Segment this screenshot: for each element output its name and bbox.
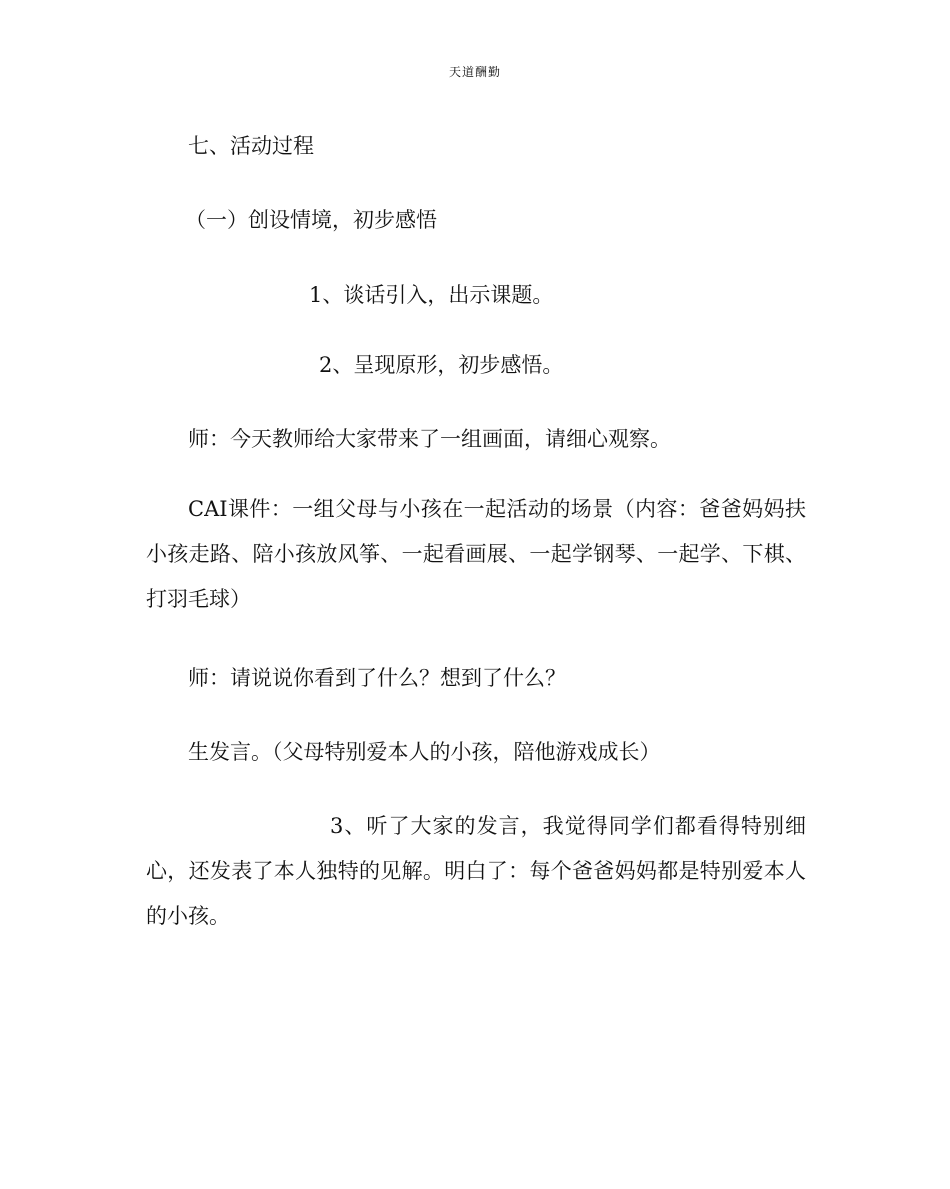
teacher-line-2: 师：请说说你看到了什么？想到了什么？ xyxy=(188,666,566,690)
section-title: 七、活动过程 xyxy=(188,134,314,158)
teacher-line-1: 师：今天教师给大家带来了一组画面，请细心观察。 xyxy=(188,427,671,451)
page-header: 天道酬勤 xyxy=(448,65,501,79)
cai-paragraph: CAI课件：一组父母与小孩在一起活动的场景（内容：爸爸妈妈扶小孩走路、陪小孩放风筝、一起看画展、一起学钢琴、一起学、下棋、打羽毛球） xyxy=(146,497,806,611)
student-line: 生发言。（父母特别爱本人的小孩，陪他游戏成长） xyxy=(188,740,661,764)
step-3-paragraph: 3、听了大家的发言，我觉得同学们都看得特别细心，还发表了本人独特的见解。明白了：每个爸爸妈妈都是特别爱本人的小孩。 xyxy=(146,814,806,928)
subsection-title: （一）创设情境，初步感悟 xyxy=(185,208,437,232)
step-2: 2、呈现原形，初步感悟。 xyxy=(319,353,564,377)
step-1: 1、谈话引入，出示课题。 xyxy=(309,283,554,307)
